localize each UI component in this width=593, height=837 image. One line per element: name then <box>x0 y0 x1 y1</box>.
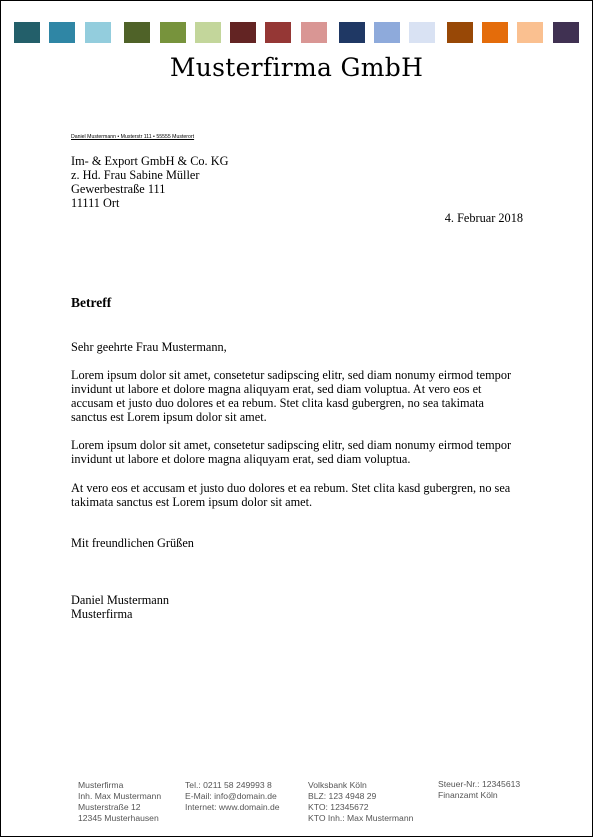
footer-line: Internet: www.domain.de <box>185 802 280 812</box>
color-swatch <box>339 22 365 43</box>
footer-line: Finanzamt Köln <box>438 790 498 800</box>
footer-line: Musterstraße 12 <box>78 802 141 812</box>
footer-line: Steuer-Nr.: 12345613 <box>438 779 521 789</box>
color-swatch-bar <box>14 22 584 44</box>
body-paragraph: Lorem ipsum dolor sit amet, consetetur sadipscing elitr, sed diam nonumy eirmod tempor invidunt ut labore et dolore magna aliquyam erat, sed diam voluptua. <box>71 438 512 466</box>
letter-footer <box>1 780 592 830</box>
color-swatch <box>301 22 327 43</box>
color-swatch <box>195 22 221 43</box>
recipient-address <box>71 154 228 210</box>
company-name-heading: Musterfirma GmbH <box>169 53 424 82</box>
color-swatch <box>85 22 111 43</box>
color-swatch <box>409 22 435 43</box>
footer-bank-column <box>308 780 413 824</box>
signature-company: Musterfirma <box>71 607 133 621</box>
footer-line: Musterfirma <box>78 780 124 790</box>
recipient-line: Gewerbestraße 111 <box>71 182 166 196</box>
footer-contact-column <box>185 780 280 813</box>
footer-line: E-Mail: info@domain.de <box>185 791 277 801</box>
color-swatch <box>160 22 186 43</box>
footer-line: 12345 Musterhausen <box>78 813 159 823</box>
subject-line: Betreff <box>71 295 112 310</box>
footer-line: Tel.: 0211 58 249993 8 <box>185 780 272 790</box>
letter-date: 4. Februar 2018 <box>444 211 523 225</box>
signature-block <box>71 593 521 621</box>
footer-line: BLZ: 123 4948 29 <box>308 791 377 801</box>
signature-name: Daniel Mustermann <box>71 593 170 607</box>
color-swatch <box>265 22 291 43</box>
recipient-line: Im- & Export GmbH & Co. KG <box>71 154 229 168</box>
recipient-line: 11111 Ort <box>71 196 120 210</box>
color-swatch <box>482 22 508 43</box>
footer-company-column <box>78 780 161 824</box>
footer-tax-column <box>438 779 520 801</box>
color-swatch <box>553 22 579 43</box>
color-swatch <box>124 22 150 43</box>
color-swatch <box>517 22 543 43</box>
color-swatch <box>374 22 400 43</box>
color-swatch <box>447 22 473 43</box>
footer-line: Inh. Max Mustermann <box>78 791 162 801</box>
body-paragraph: At vero eos et accusam et justo duo dolores et ea rebum. Stet clita kasd gubergren, no sea takimata sanctus est Lorem ipsum dolor sit amet. <box>71 481 511 509</box>
color-swatch <box>49 22 75 43</box>
recipient-line: z. Hd. Frau Sabine Müller <box>71 168 200 182</box>
body-paragraph: Lorem ipsum dolor sit amet, consetetur sadipscing elitr, sed diam nonumy eirmod tempor invidunt ut labore et dolore magna aliquyam erat, sed diam voluptua. At vero eos et accusam et justo duo dolores et ea rebum. Stet clita kasd gubergren, no sea takimata sanctus est Lorem ipsum dolor sit amet. <box>71 368 512 424</box>
salutation: Sehr geehrte Frau Mustermann, <box>71 340 227 354</box>
closing-phrase: Mit freundlichen Grüßen <box>71 536 194 550</box>
color-swatch <box>14 22 40 43</box>
footer-line: Volksbank Köln <box>308 780 367 790</box>
color-swatch <box>230 22 256 43</box>
sender-return-address: Daniel Mustermann • Musterstr 111 • 55555 Musterort <box>71 134 195 140</box>
footer-line: KTO Inh.: Max Mustermann <box>308 813 414 823</box>
footer-line: KTO: 12345672 <box>308 802 369 812</box>
